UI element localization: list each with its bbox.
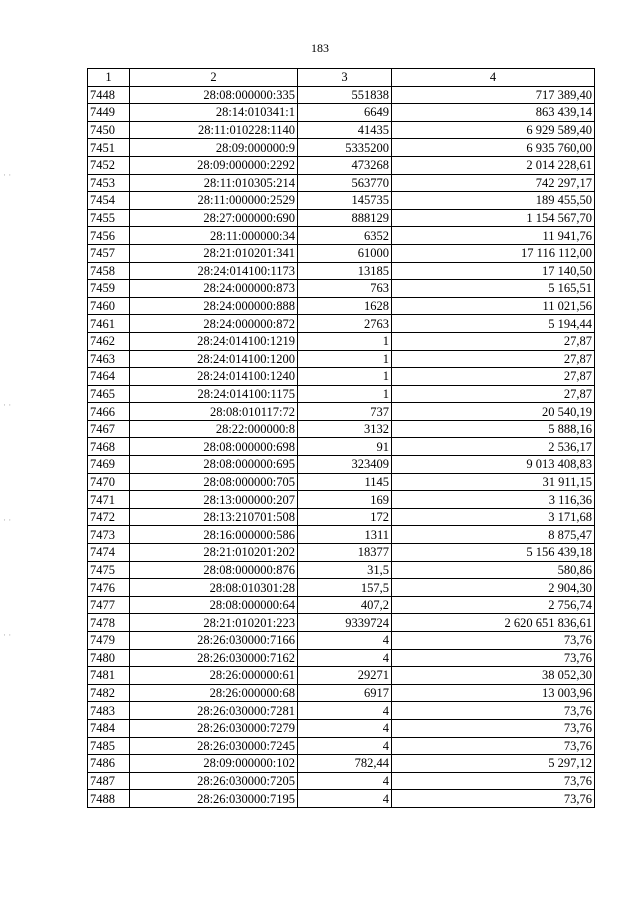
table-cell: 28:13:000000:207 xyxy=(130,491,298,509)
table-cell: 6917 xyxy=(298,684,392,702)
table-cell: 31 911,15 xyxy=(392,473,595,491)
table-cell: 5335200 xyxy=(298,139,392,157)
table-cell: 4 xyxy=(298,790,392,808)
column-header: 4 xyxy=(392,69,595,87)
table-cell: 28:21:010201:202 xyxy=(130,544,298,562)
table-cell: 2 014 228,61 xyxy=(392,156,595,174)
table-cell: 28:09:000000:2292 xyxy=(130,156,298,174)
table-cell: 580,86 xyxy=(392,561,595,579)
table-cell: 1 154 567,70 xyxy=(392,209,595,227)
table-row xyxy=(88,526,595,544)
table-cell: 28:08:000000:698 xyxy=(130,438,298,456)
table-row xyxy=(88,755,595,773)
table-cell: 7460 xyxy=(88,297,130,315)
table-cell: 7456 xyxy=(88,227,130,245)
table-row xyxy=(88,192,595,210)
table-row xyxy=(88,403,595,421)
table-cell: 7457 xyxy=(88,244,130,262)
table-row xyxy=(88,456,595,474)
table-cell: 7450 xyxy=(88,121,130,139)
table-cell: 28:11:000000:2529 xyxy=(130,192,298,210)
table-cell: 11 021,56 xyxy=(392,297,595,315)
table-row xyxy=(88,227,595,245)
table-cell: 7479 xyxy=(88,632,130,650)
column-header: 2 xyxy=(130,69,298,87)
table-cell: 28:27:000000:690 xyxy=(130,209,298,227)
table-row xyxy=(88,508,595,526)
table-cell: 28:11:000000:34 xyxy=(130,227,298,245)
table-cell: 28:11:010228:1140 xyxy=(130,121,298,139)
table-cell: 73,76 xyxy=(392,772,595,790)
table-cell: 28:24:000000:873 xyxy=(130,280,298,298)
table-cell: 27,87 xyxy=(392,350,595,368)
table-cell: 9 013 408,83 xyxy=(392,456,595,474)
table-cell: 28:26:030000:7281 xyxy=(130,702,298,720)
table-cell: 28:26:030000:7205 xyxy=(130,772,298,790)
table-cell: 28:24:014100:1173 xyxy=(130,262,298,280)
table-cell: 28:22:000000:8 xyxy=(130,420,298,438)
column-header: 1 xyxy=(88,69,130,87)
table-row xyxy=(88,280,595,298)
table-cell: 7451 xyxy=(88,139,130,157)
table-row xyxy=(88,174,595,192)
margin-mark: · · xyxy=(3,400,12,410)
table-cell: 888129 xyxy=(298,209,392,227)
table-row xyxy=(88,561,595,579)
table-cell: 28:24:000000:888 xyxy=(130,297,298,315)
table-cell: 7484 xyxy=(88,719,130,737)
table-cell: 1 xyxy=(298,332,392,350)
table-cell: 189 455,50 xyxy=(392,192,595,210)
table-body xyxy=(88,86,595,807)
table-cell: 7475 xyxy=(88,561,130,579)
margin-mark: · · xyxy=(3,515,12,525)
table-cell: 145735 xyxy=(298,192,392,210)
table-cell: 91 xyxy=(298,438,392,456)
table-cell: 7482 xyxy=(88,684,130,702)
table-cell: 28:26:030000:7162 xyxy=(130,649,298,667)
table-cell: 7459 xyxy=(88,280,130,298)
table-cell: 4 xyxy=(298,702,392,720)
table-cell: 7453 xyxy=(88,174,130,192)
table-row xyxy=(88,684,595,702)
table-cell: 5 165,51 xyxy=(392,280,595,298)
table-cell: 6 929 589,40 xyxy=(392,121,595,139)
table-cell: 7462 xyxy=(88,332,130,350)
table-cell: 6352 xyxy=(298,227,392,245)
column-header: 3 xyxy=(298,69,392,87)
table-cell: 28:24:014100:1175 xyxy=(130,385,298,403)
table-cell: 73,76 xyxy=(392,719,595,737)
table-cell: 29271 xyxy=(298,667,392,685)
table-row xyxy=(88,579,595,597)
table-cell: 73,76 xyxy=(392,737,595,755)
table-cell: 7476 xyxy=(88,579,130,597)
table-cell: 28:26:030000:7195 xyxy=(130,790,298,808)
table-cell: 5 156 439,18 xyxy=(392,544,595,562)
table-cell: 157,5 xyxy=(298,579,392,597)
page-number: 183 xyxy=(311,41,329,55)
table-row xyxy=(88,156,595,174)
table-cell: 7464 xyxy=(88,368,130,386)
table-cell: 18377 xyxy=(298,544,392,562)
table-cell: 1145 xyxy=(298,473,392,491)
table-cell: 7472 xyxy=(88,508,130,526)
table-cell: 7466 xyxy=(88,403,130,421)
table-row xyxy=(88,332,595,350)
table-cell: 7481 xyxy=(88,667,130,685)
table-row xyxy=(88,121,595,139)
table-cell: 28:08:010301:28 xyxy=(130,579,298,597)
table-cell: 28:26:030000:7166 xyxy=(130,632,298,650)
table-cell: 2 620 651 836,61 xyxy=(392,614,595,632)
table-cell: 717 389,40 xyxy=(392,86,595,104)
table-cell: 73,76 xyxy=(392,702,595,720)
table-cell: 7488 xyxy=(88,790,130,808)
table-cell: 2 536,17 xyxy=(392,438,595,456)
table-cell: 4 xyxy=(298,632,392,650)
table-cell: 7461 xyxy=(88,315,130,333)
table-cell: 27,87 xyxy=(392,332,595,350)
table-cell: 73,76 xyxy=(392,649,595,667)
table-row xyxy=(88,614,595,632)
table-cell: 6 935 760,00 xyxy=(392,139,595,157)
table-cell: 7469 xyxy=(88,456,130,474)
table-row xyxy=(88,491,595,509)
table-cell: 7458 xyxy=(88,262,130,280)
table-cell: 28:26:000000:68 xyxy=(130,684,298,702)
table-cell: 28:16:000000:586 xyxy=(130,526,298,544)
table-cell: 27,87 xyxy=(392,385,595,403)
table-cell: 782,44 xyxy=(298,755,392,773)
table-cell: 28:13:210701:508 xyxy=(130,508,298,526)
table-cell: 323409 xyxy=(298,456,392,474)
table-cell: 1 xyxy=(298,368,392,386)
table-cell: 73,76 xyxy=(392,790,595,808)
table-cell: 5 194,44 xyxy=(392,315,595,333)
table-cell: 28:26:030000:7245 xyxy=(130,737,298,755)
table-row xyxy=(88,719,595,737)
table-cell: 8 875,47 xyxy=(392,526,595,544)
table-cell: 4 xyxy=(298,772,392,790)
table-cell: 28:08:000000:705 xyxy=(130,473,298,491)
table-row xyxy=(88,368,595,386)
table-cell: 473268 xyxy=(298,156,392,174)
table-row xyxy=(88,632,595,650)
table-row xyxy=(88,420,595,438)
table-cell: 28:11:010305:214 xyxy=(130,174,298,192)
table-row xyxy=(88,772,595,790)
table-row xyxy=(88,473,595,491)
table-cell: 7449 xyxy=(88,104,130,122)
table-cell: 13185 xyxy=(298,262,392,280)
table-row xyxy=(88,315,595,333)
table-row xyxy=(88,737,595,755)
table-header-row xyxy=(88,69,595,87)
table-cell: 28:09:000000:9 xyxy=(130,139,298,157)
table-cell: 737 xyxy=(298,403,392,421)
table-cell: 407,2 xyxy=(298,596,392,614)
table-cell: 7487 xyxy=(88,772,130,790)
table-row xyxy=(88,297,595,315)
table-cell: 763 xyxy=(298,280,392,298)
table-cell: 1 xyxy=(298,350,392,368)
table-cell: 7463 xyxy=(88,350,130,368)
table-row xyxy=(88,262,595,280)
table-cell: 7477 xyxy=(88,596,130,614)
margin-mark: · · xyxy=(3,170,12,180)
table-row xyxy=(88,544,595,562)
table-cell: 28:21:010201:223 xyxy=(130,614,298,632)
table-cell: 28:26:000000:61 xyxy=(130,667,298,685)
table-cell: 28:21:010201:341 xyxy=(130,244,298,262)
table-cell: 17 116 112,00 xyxy=(392,244,595,262)
table-cell: 28:24:014100:1219 xyxy=(130,332,298,350)
table-row xyxy=(88,104,595,122)
table-cell: 7452 xyxy=(88,156,130,174)
table-cell: 17 140,50 xyxy=(392,262,595,280)
table-cell: 28:14:010341:1 xyxy=(130,104,298,122)
table-cell: 38 052,30 xyxy=(392,667,595,685)
table-cell: 863 439,14 xyxy=(392,104,595,122)
table-cell: 7468 xyxy=(88,438,130,456)
table-cell: 73,76 xyxy=(392,632,595,650)
table-cell: 5 888,16 xyxy=(392,420,595,438)
table-cell: 7485 xyxy=(88,737,130,755)
table-cell: 7474 xyxy=(88,544,130,562)
table-cell: 1311 xyxy=(298,526,392,544)
table-cell: 31,5 xyxy=(298,561,392,579)
table-cell: 27,87 xyxy=(392,368,595,386)
table-cell: 28:24:014100:1200 xyxy=(130,350,298,368)
table-cell: 4 xyxy=(298,719,392,737)
table-cell: 28:08:000000:695 xyxy=(130,456,298,474)
table-row xyxy=(88,244,595,262)
table-cell: 4 xyxy=(298,737,392,755)
table-cell: 7473 xyxy=(88,526,130,544)
table-row xyxy=(88,86,595,104)
data-table xyxy=(87,68,595,808)
table-cell: 7478 xyxy=(88,614,130,632)
table-cell: 28:24:014100:1240 xyxy=(130,368,298,386)
table-cell: 11 941,76 xyxy=(392,227,595,245)
table-cell: 61000 xyxy=(298,244,392,262)
table-cell: 1628 xyxy=(298,297,392,315)
table-cell: 7448 xyxy=(88,86,130,104)
table-cell: 6649 xyxy=(298,104,392,122)
table-cell: 13 003,96 xyxy=(392,684,595,702)
table-cell: 172 xyxy=(298,508,392,526)
table-cell: 2763 xyxy=(298,315,392,333)
table-cell: 7470 xyxy=(88,473,130,491)
table-row xyxy=(88,596,595,614)
table-row xyxy=(88,350,595,368)
table-cell: 7467 xyxy=(88,420,130,438)
table-row xyxy=(88,790,595,808)
table-cell: 7483 xyxy=(88,702,130,720)
table-row xyxy=(88,385,595,403)
table-cell: 3 116,36 xyxy=(392,491,595,509)
table-row xyxy=(88,209,595,227)
margin-mark: · · xyxy=(3,630,12,640)
table-cell: 28:09:000000:102 xyxy=(130,755,298,773)
table-cell: 28:08:000000:876 xyxy=(130,561,298,579)
table-cell: 2 904,30 xyxy=(392,579,595,597)
table-cell: 7480 xyxy=(88,649,130,667)
table-cell: 28:24:000000:872 xyxy=(130,315,298,333)
table-cell: 3132 xyxy=(298,420,392,438)
table-cell: 9339724 xyxy=(298,614,392,632)
table-cell: 28:08:000000:335 xyxy=(130,86,298,104)
table-cell: 41435 xyxy=(298,121,392,139)
table-cell: 4 xyxy=(298,649,392,667)
table-cell: 28:08:010117:72 xyxy=(130,403,298,421)
table-cell: 742 297,17 xyxy=(392,174,595,192)
table-cell: 1 xyxy=(298,385,392,403)
table-row xyxy=(88,649,595,667)
table-cell: 28:08:000000:64 xyxy=(130,596,298,614)
table-cell: 28:26:030000:7279 xyxy=(130,719,298,737)
table-cell: 563770 xyxy=(298,174,392,192)
table-row xyxy=(88,139,595,157)
table-cell: 169 xyxy=(298,491,392,509)
table-row xyxy=(88,702,595,720)
table-row xyxy=(88,438,595,456)
table-cell: 20 540,19 xyxy=(392,403,595,421)
table-cell: 7455 xyxy=(88,209,130,227)
table-cell: 3 171,68 xyxy=(392,508,595,526)
table-cell: 7486 xyxy=(88,755,130,773)
table-cell: 7454 xyxy=(88,192,130,210)
table-cell: 7471 xyxy=(88,491,130,509)
table-cell: 551838 xyxy=(298,86,392,104)
table-row xyxy=(88,667,595,685)
table-cell: 5 297,12 xyxy=(392,755,595,773)
table-cell: 7465 xyxy=(88,385,130,403)
table-cell: 2 756,74 xyxy=(392,596,595,614)
